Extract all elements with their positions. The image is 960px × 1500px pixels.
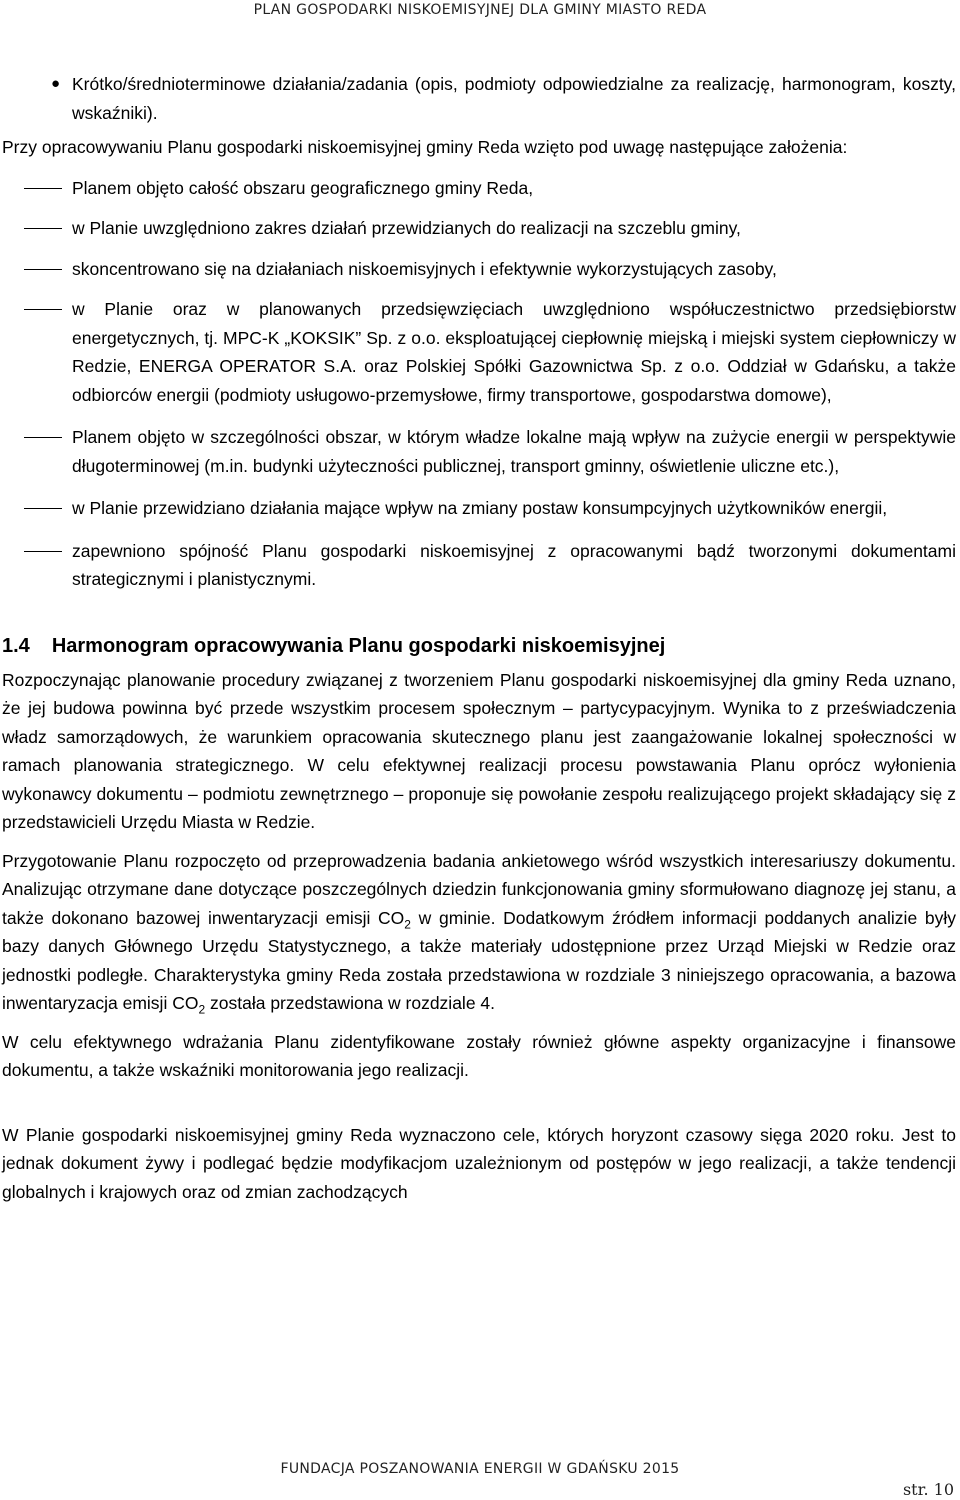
list-item: w Planie oraz w planowanych przedsięwzięciach uwzględniono współuczestnictwo przedsiębiorstw energetycznych, tj. MPC-K „KOKSIK” Sp. z o.o. eksploatującej ciepłownię miejską i miejski system ciepłowniczy w Redzie, ENERGA OPERATOR S.A. oraz Polskiej Spółki Gazownictwa Sp. z o.o. Oddział w Gdańsku, a także odbiorców energii (podmioty usługowo-przemysłowe, firmy transportowe, gospodarstwa domowe), <box>2 295 956 409</box>
list-item: zapewniono spójność Planu gospodarki niskoemisyjnej z opracowanymi bądź tworzonymi dokumentami strategicznymi i planistycznymi. <box>2 537 956 594</box>
running-header: PLAN GOSPODARKI NISKOEMISYJNEJ DLA GMINY MIASTO REDA <box>253 2 707 18</box>
dash-icon <box>24 228 62 229</box>
list-item: Planem objęto całość obszaru geograficznego gminy Reda, <box>2 174 956 203</box>
dash-icon <box>24 437 62 438</box>
bullet-dot-icon: ● <box>51 75 61 92</box>
dash-icon <box>24 269 62 270</box>
page-number: str. 10 <box>902 1480 954 1499</box>
list-item: Planem objęto w szczególności obszar, w którym władze lokalne mają wpływ na zużycie energii w perspektywie długoterminowej (m.in. budynki użyteczności publicznej, transport gminny, oświetlenie uliczne etc.), <box>2 423 956 480</box>
section-title: Harmonogram opracowywania Planu gospodarki niskoemisyjnej <box>51 634 666 657</box>
dash-icon <box>24 551 62 552</box>
list-item: w Planie uwzględniono zakres działań przewidzianych do realizacji na szczeblu gminy, <box>2 214 956 243</box>
section-number: 1.4 <box>2 634 30 657</box>
paragraph-procedure: Rozpoczynając planowanie procedury związanej z tworzeniem Planu gospodarki niskoemisyjnej dla gminy Reda uznano, że jej budowa powinna być przede wszystkim procesem społecznym – partycypacyjnym. Wynika to z przeświadczenia władz samorządowych, że warunkiem opracowania skutecznego planu jest zaangażowanie lokalnej społeczności w ramach planowania strategicznego. W celu efektywnej realizacji procesu powstawania Planu oprócz wyłonienia wykonawcy dokumentu – podmiotu zewnętrznego – proponuje się powołanie zespołu realizującego projekt składający się z przedstawicieli Urzędu Miasta w Redzie. <box>2 669 956 832</box>
bullet-text: Krótko/średnioterminowe działania/zadania (opis, podmioty odpowiedzialne za realizację, harmonogram, koszty, wskaźniki). <box>72 74 956 123</box>
dash-icon <box>24 309 62 310</box>
list-item: w Planie przewidziano działania mające wpływ na zmiany postaw konsumpcyjnych użytkowników energii, <box>2 494 956 523</box>
assumptions-intro: Przy opracowywaniu Planu gospodarki niskoemisyjnej gminy Reda wzięto pod uwagę następujące założenia: <box>2 137 848 157</box>
page-footer: FUNDACJA POSZANOWANIA ENERGII W GDAŃSKU 2015 <box>280 1461 680 1477</box>
document-body <box>2 70 956 1206</box>
paragraph-preparation: Przygotowanie Planu rozpoczęto od przeprowadzenia badania ankietowego wśród wszystkich interesariuszy dokumentu. Analizując otrzymane dane dotyczące poszczególnych dziedzin funkcjonowania gminy sformułowano diagnozę jej stanu, a także dokonano bazowej inwentaryzacji emisji $CO_2$ w gminie. Dodatkowym źródłem informacji poddanych analizie były bazy danych Głównego Urzędu Statystycznego, a także materiały udostępnione przez Urząd Miejski w Redzie oraz jednostki podległe. Charakterystyka gminy Reda została przedstawiona w rozdziale 3 niniejszego opracowania, a bazowa inwentaryzacja emisji $CO_2$ została przedstawiona w rozdziale 4. <box>2 850 956 1017</box>
paragraph-goals: W Planie gospodarki niskoemisyjnej gminy Reda wyznaczono cele, których horyzont czasowy sięga 2020 roku. Jest to jednak dokument żywy i podlegać będzie modyfikacjom uzależnionym od postępów w jego realizacji, a także tendencji globalnych i krajowych oraz od zmian zachodzących <box>2 1124 956 1202</box>
list-item: skoncentrowano się na działaniach niskoemisyjnych i efektywnie wykorzystujących zasoby, <box>2 255 956 284</box>
bullet-item <box>2 70 956 127</box>
dash-icon <box>24 188 62 189</box>
dash-icon <box>24 508 62 509</box>
assumptions-list <box>2 174 956 594</box>
section-heading <box>2 632 956 660</box>
paragraph-implementation: W celu efektywnego wdrażania Planu zidentyfikowane zostały również główne aspekty organizacyjne i finansowe dokumentu, a także wskaźniki monitorowania jego realizacji. <box>2 1031 956 1080</box>
